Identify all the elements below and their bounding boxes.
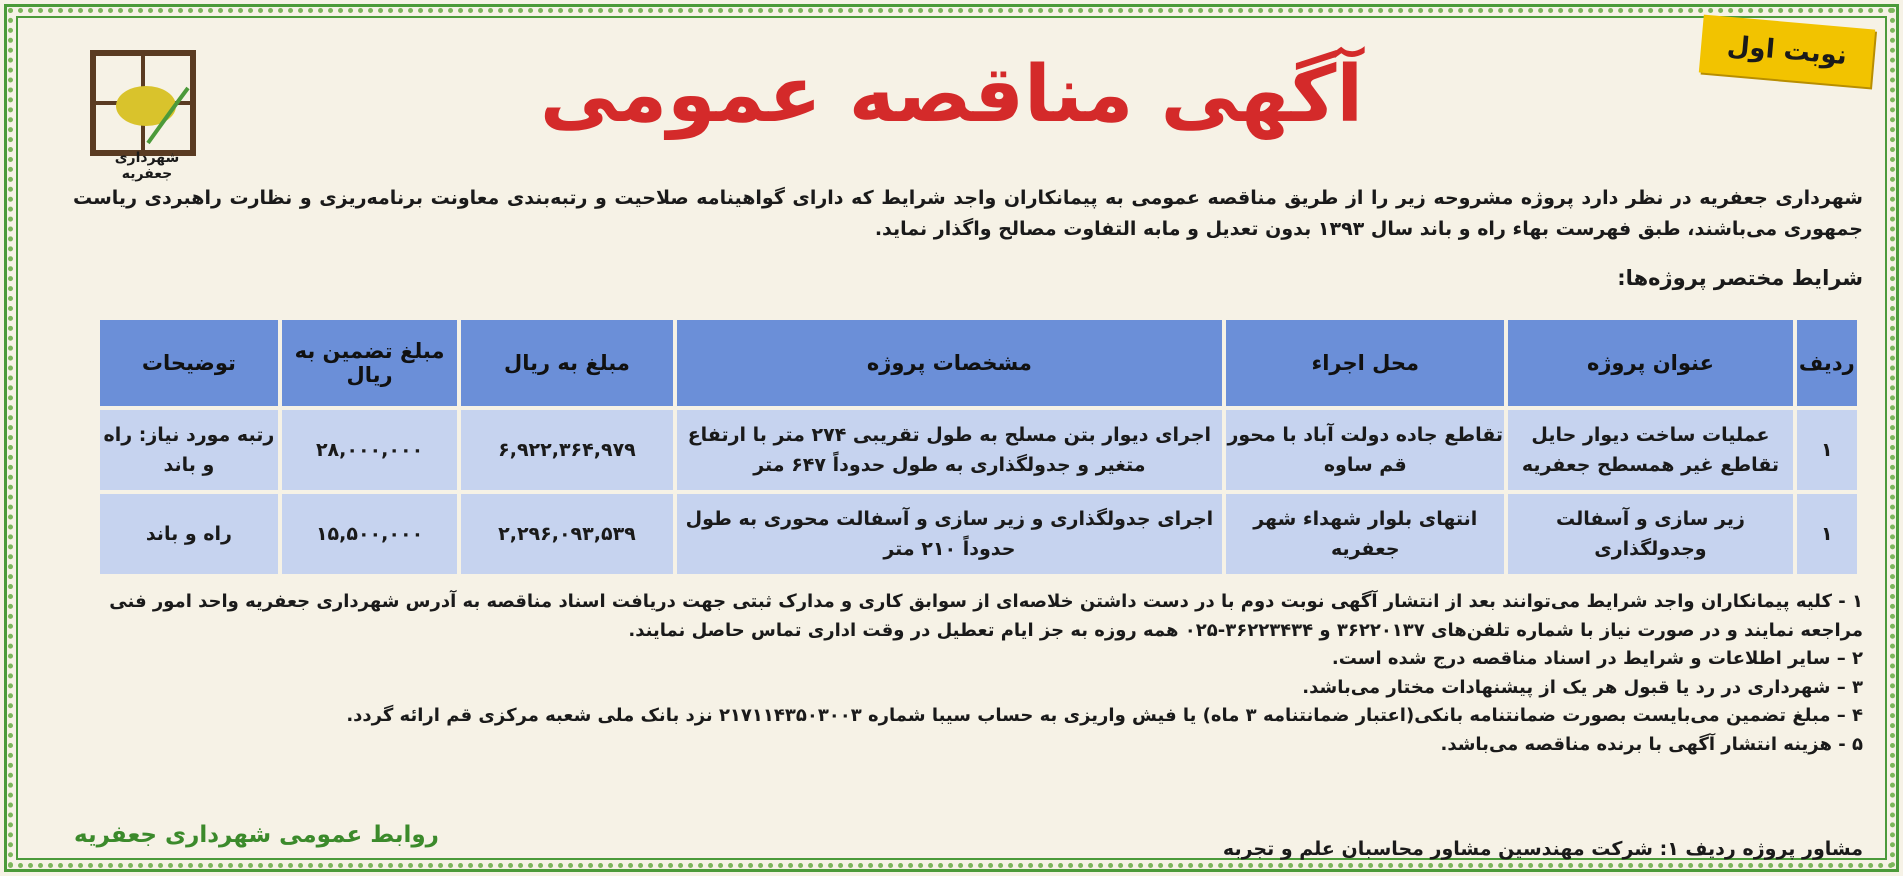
cell-location: تقاطع جاده دولت آباد با محور قم ساوه [1226,410,1504,490]
condition-item: ۵ - هزینه انتشار آگهی با برنده مناقصه می‌باشد. [1440,733,1863,755]
section-heading: شرایط مختصر پروژه‌ها: [1617,266,1863,290]
header-guarantee: مبلغ تضمین به ریال [282,320,458,406]
intro-lead: شهرداری جعفریه [1699,187,1863,209]
header-notes: توضیحات [100,320,278,406]
cell-notes: رتبه مورد نیاز: راه و باند [100,410,278,490]
intro-paragraph [73,183,1863,245]
cell-project-title: زیر سازی و آسفالت وجدولگذاری [1508,494,1792,574]
cell-location: انتهای بلوار شهداء شهر جعفریه [1226,494,1504,574]
table-row [100,494,1857,574]
intro-text: در نظر دارد پروژه مشروحه زیر را از طریق مناقصه عمومی به پیمانکاران واجد شرایط که دارای گواهینامه صلاحیت و رتبه‌بندی معاونت برنامه‌ریزی و نظارت راهبردی ریاست جمهوری می‌باشند، طبق فهرست بهاء راه و باند سال ۱۳۹۳ بدون تعدیل و مابه التفاوت مصالح واگذار نماید. [73,187,1863,240]
cell-notes: راه و باند [100,494,278,574]
projects-table [96,316,1861,578]
table-row [100,410,1857,490]
conditions-list [73,588,1863,759]
header-row-number: ردیف [1797,320,1857,406]
cell-guarantee: ۲۸,۰۰۰,۰۰۰ [282,410,458,490]
header-specs: مشخصات پروژه [677,320,1223,406]
header-amount: مبلغ به ریال [461,320,672,406]
condition-item: ۲ – سایر اطلاعات و شرایط در اسناد مناقصه درج شده است. [1331,648,1863,669]
page-title: آگهی مناقصه عمومی [539,50,1364,140]
cell-amount: ۲,۲۹۶,۰۹۳,۵۳۹ [461,494,672,574]
cell-guarantee: ۱۵,۵۰۰,۰۰۰ [282,494,458,574]
first-notice-badge: نوبت اول [1699,15,1875,88]
condition-item: ۱ - کلیه پیمانکاران واجد شرایط می‌توانند بعد از انتشار آگهی نوبت دوم با در دست داشتن خلاصه‌ای از سوابق کاری و مدارک ثبتی جهت دریافت اسناد مناقصه به آدرس شهرداری جعفریه واحد امور فنی مراجعه نمایند و در صورت نیاز با شماره تلفن‌های ۳۶۲۲۰۱۳۷ و ۳۶۲۲۳۴۳۴-۰۲۵ همه روزه به جز ایام تعطیل در وقت اداری تماس حاصل نمایند. [109,591,1863,641]
condition-item: ۳ – شهرداری در رد یا قبول هر یک از پیشنهادات مختار می‌باشد. [1302,676,1863,698]
cell-specs: اجرای جدولگذاری و زیر سازی و آسفالت محوری به طول حدوداً ۲۱۰ متر [677,494,1223,574]
cell-row-number: ۱ [1797,494,1857,574]
cell-specs: اجرای دیوار بتن مسلح به طول تقریبی ۲۷۴ متر با ارتفاع متغیر و جدولگذاری به طول حدوداً ۶۴۷ متر [677,410,1223,490]
cell-amount: ۶,۹۲۲,۳۶۴,۹۷۹ [461,410,672,490]
header-location: محل اجراء [1226,320,1504,406]
consultant-line: مشاور پروژه ردیف ۱: شرکت مهندسین مشاور محاسبان علم و تجربه [1222,838,1863,860]
table-header-row [100,320,1857,406]
header-project-title: عنوان پروژه [1508,320,1792,406]
public-relations-signature: روابط عمومی شهرداری جعفریه [74,822,439,848]
cell-row-number: ۱ [1797,410,1857,490]
logo-caption: شهرداری جعفریه [114,150,180,182]
condition-item: ۴ – مبلغ تضمین می‌بایست بصورت ضمانتنامه بانکی(اعتبار ضمانتنامه ۳ ماه) یا فیش واریزی به حساب سیبا شماره ۲۱۷۱۱۴۳۵۰۳۰۰۳ نزد بانک ملی شعبه مرکزی قم ارائه گردد. [346,705,1863,726]
cell-project-title: عملیات ساخت دیوار حایل تقاطع غیر همسطح جعفریه [1508,410,1792,490]
